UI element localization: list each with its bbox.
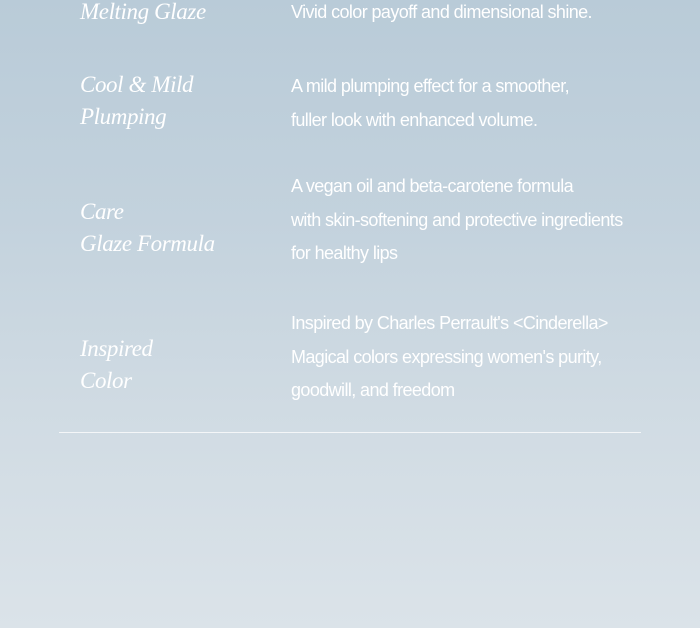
feature-title-line: Plumping [80, 103, 167, 129]
feature-description [291, 70, 569, 137]
feature-description-line: goodwill, and freedom [291, 380, 455, 400]
feature-description-line: A vegan oil and beta-carotene formula [291, 176, 573, 196]
feature-description [291, 307, 608, 408]
feature-description-line: fuller look with enhanced volume. [291, 109, 538, 130]
feature-description-line: Inspired by Charles Perrault's <Cinderella> [291, 313, 608, 333]
feature-title-line: Melting Glaze [80, 0, 206, 24]
feature-title-line: Inspired [80, 336, 153, 361]
feature-title-line: Color [80, 367, 132, 393]
feature-description-line: A mild plumping effect for a smoother, [291, 76, 570, 96]
feature-description [291, 0, 592, 30]
feature-title-line: Glaze Formula [80, 230, 215, 256]
feature-title-line: Cool & Mild [80, 72, 194, 97]
feature-title [80, 0, 206, 28]
feature-title [80, 196, 215, 259]
feature-description [291, 170, 623, 271]
feature-title-line: Care [80, 199, 124, 224]
feature-description-line: Vivid color payoff and dimensional shine. [291, 2, 592, 22]
feature-title [80, 333, 153, 396]
feature-description-line: Magical colors expressing women's purity, [291, 346, 602, 367]
feature-title [80, 69, 193, 132]
feature-description-line: for healthy lips [291, 243, 398, 263]
feature-description-line: with skin-softening and protective ingredients [291, 209, 623, 230]
section-divider [59, 432, 641, 433]
